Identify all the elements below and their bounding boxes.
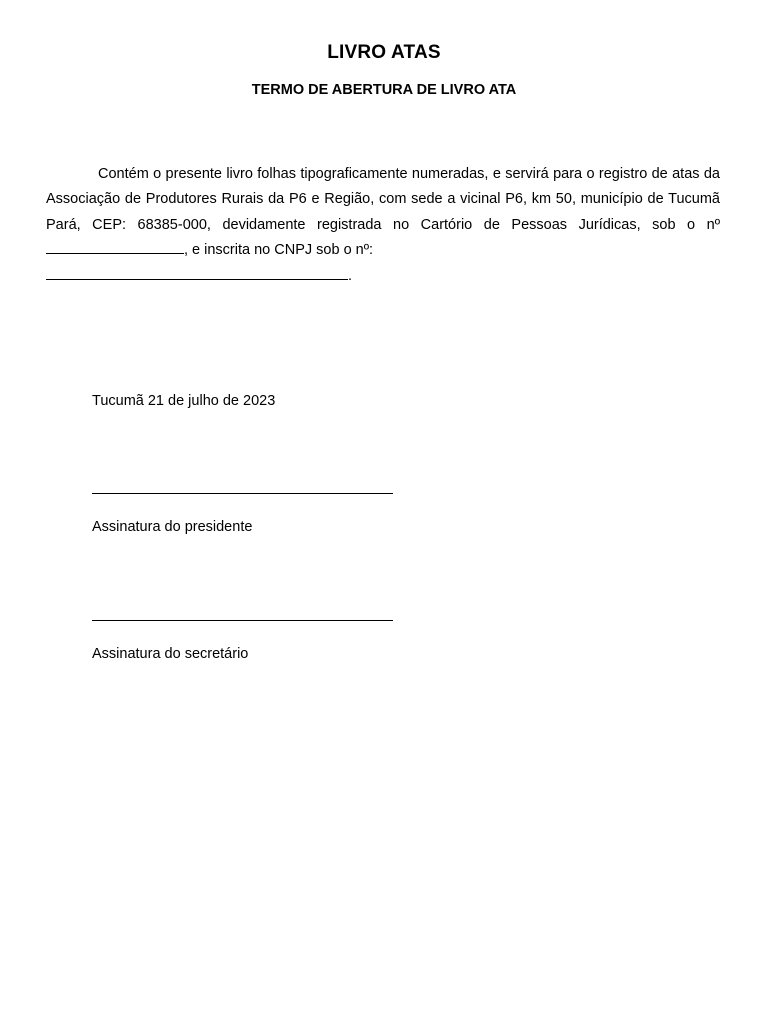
paragraph-end: . [348,268,353,284]
document-subtitle: TERMO DE ABERTURA DE LIVRO ATA [251,82,517,98]
registration-number-blank [46,239,184,254]
president-signature-line [92,493,393,494]
cnpj-number-blank [46,265,348,280]
place-and-date: Tucumã 21 de julho de 2023 [92,393,276,409]
cnpj-line [46,265,720,286]
secretary-signature-line [92,620,393,621]
secretary-signature-label: Assinatura do secretário [92,646,249,662]
paragraph-text-1: Contém o presente livro folhas tipograficamente numeradas, e servirá para o registro de atas da Associação de Produtores Rurais da P6 e Região, com sede a vicinal P6, km 50, município de Tucumã Pará, CEP: 68385-000, devidamente registrada no Cartório de Pessoas Jurídicas, sob o nº [46,166,720,233]
document-title: LIVRO ATAS [327,42,441,63]
president-signature-label: Assinatura do presidente [92,519,253,535]
opening-paragraph [46,162,720,263]
paragraph-text-2: , e inscrita no CNPJ sob o nº: [184,241,374,258]
